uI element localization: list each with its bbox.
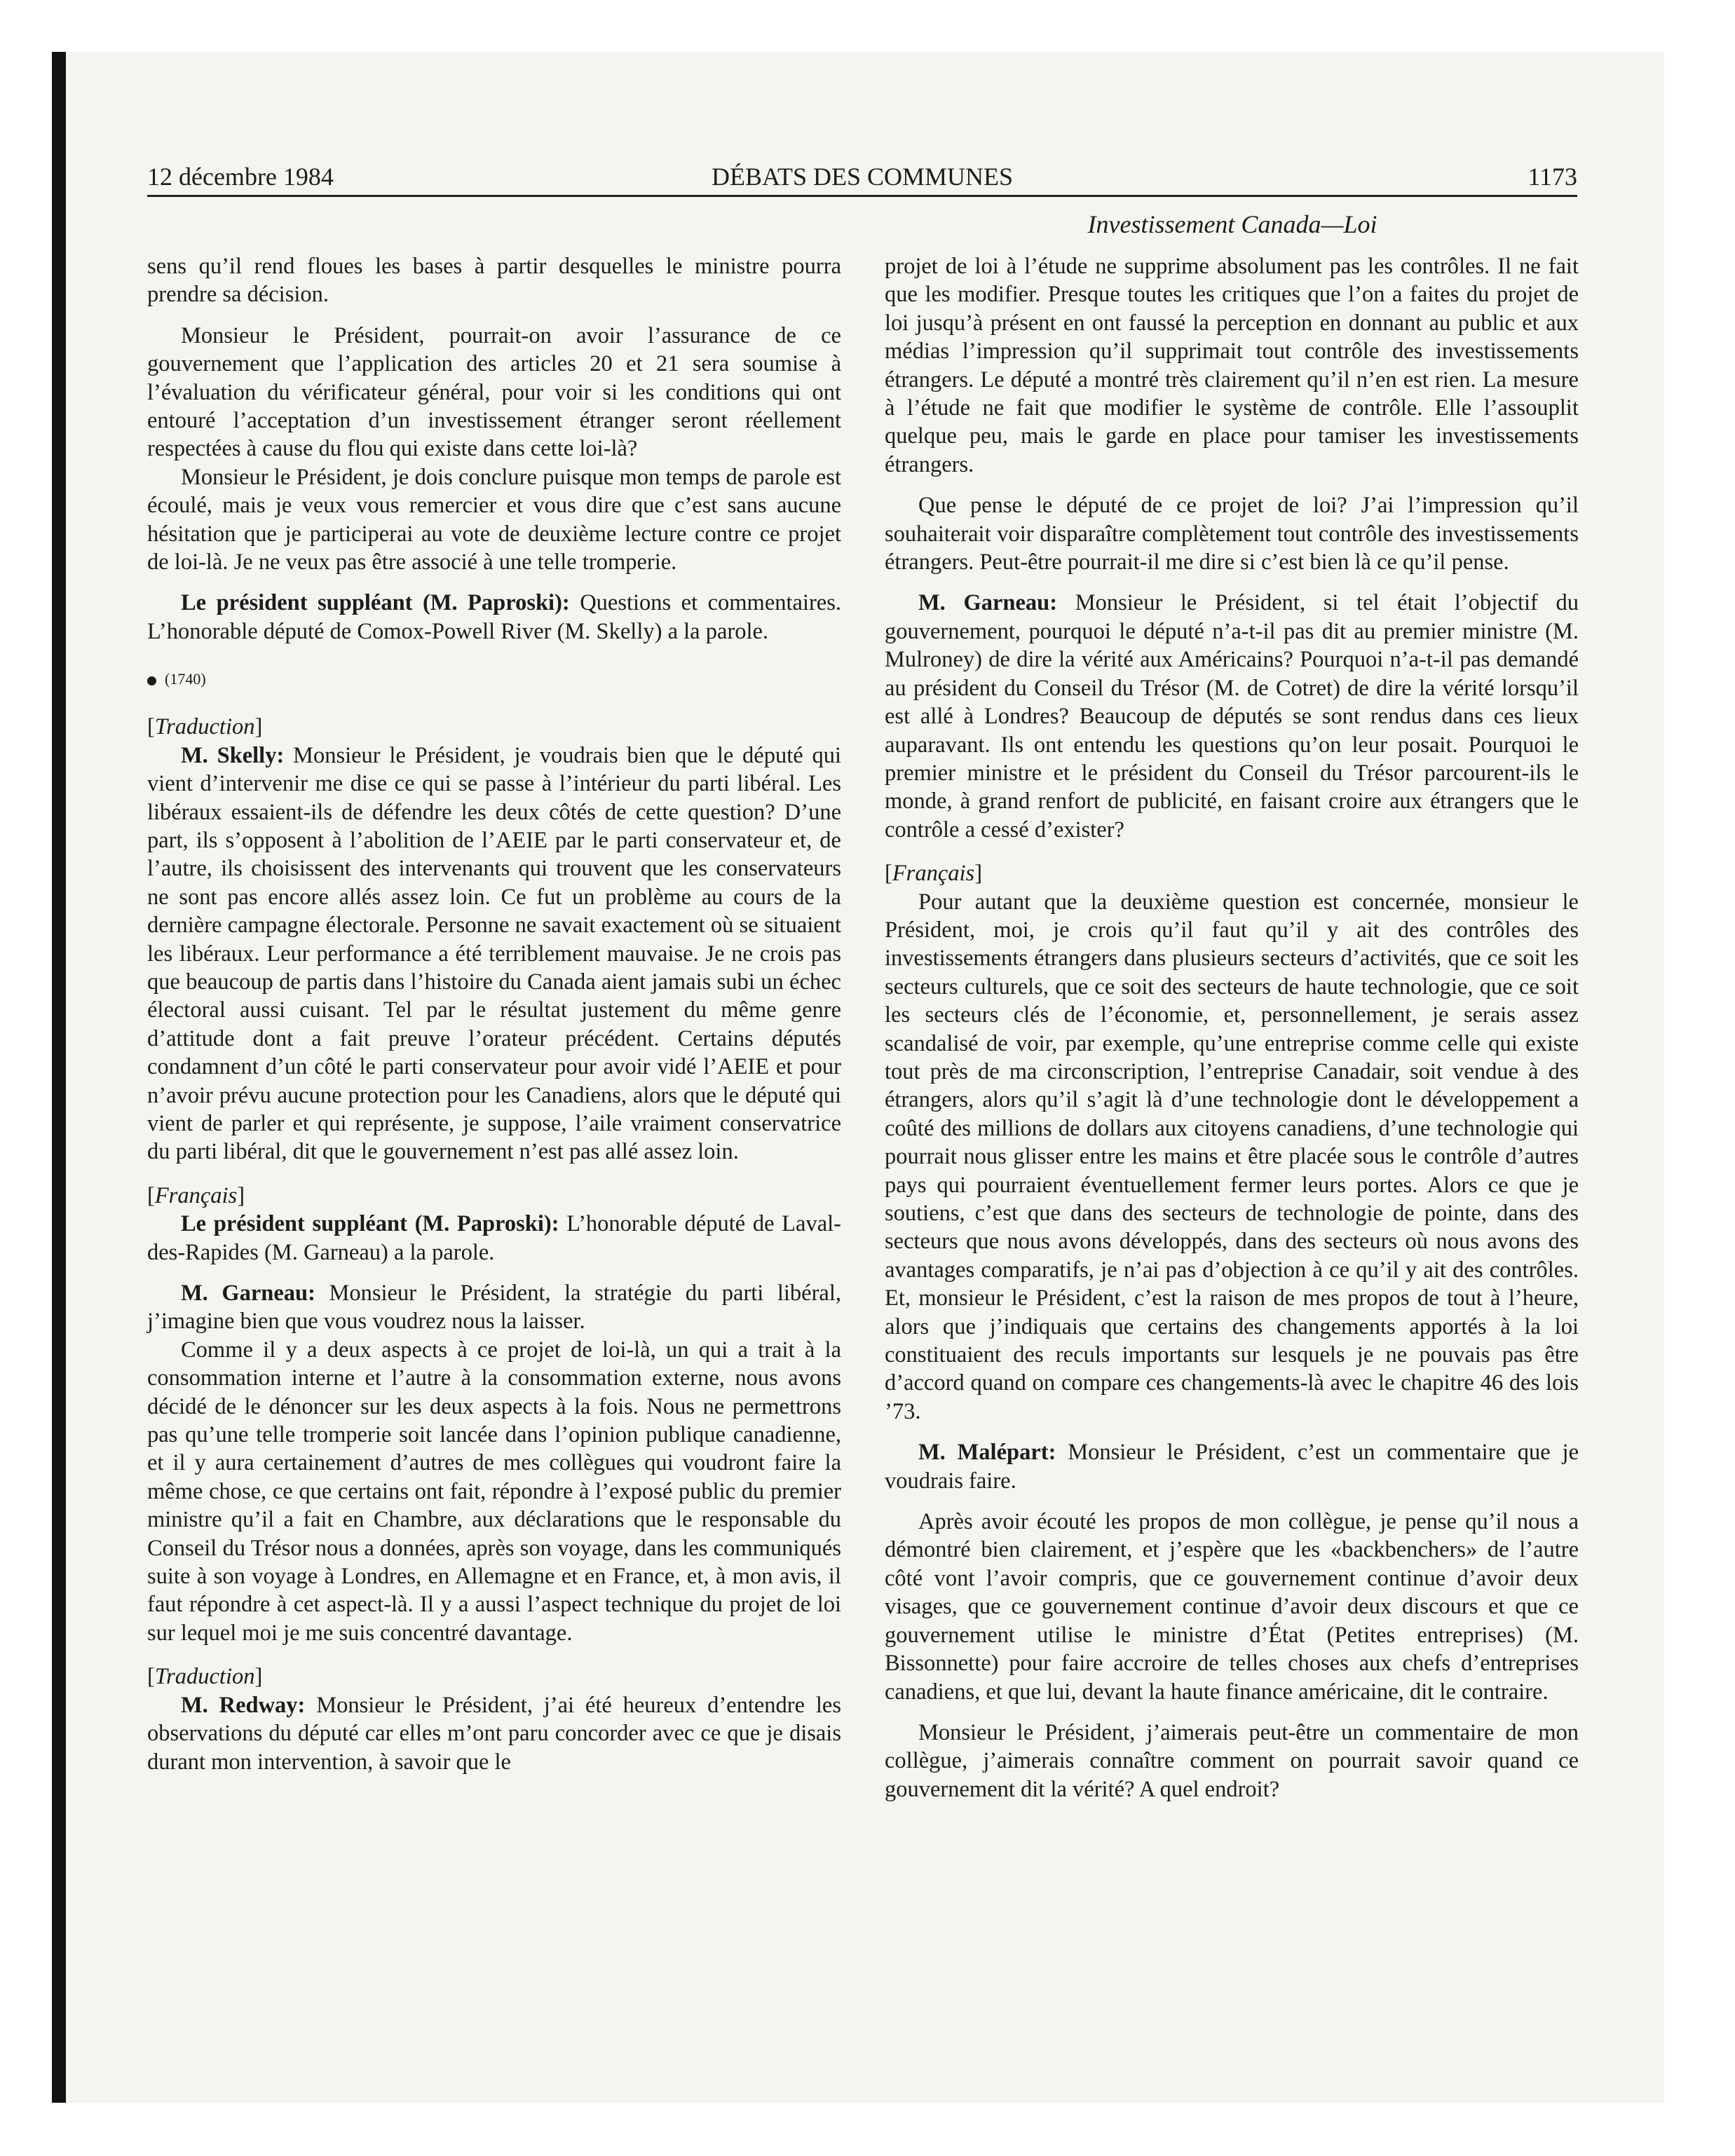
language-tag: [Traduction] [147,1664,263,1690]
speaker-name: M. Redway: [181,1692,306,1718]
speaker-name: M. Garneau: [181,1281,315,1306]
speech-text: L’honorable député de Laval-des-Rapides (M. Garneau) a la parole. [147,1211,841,1265]
speech-paragraph [147,742,841,1166]
speech-text: Monsieur le Président, je voudrais bien que le député qui vient d’intervenir me dise ce qui se passe à l’intérieur du parti libéral. Les libéraux essaient-ils de défendre les deux côtés de cette question? D’une part, ils s’opposent à l’abolition de l’AEIE par le parti conservateur et, de l’autre, ils choisissent des intervenants qui trouvent que les conservateurs ne sont pas encore allés assez loin. Ce fut un problème au cours de la dernière campagne électorale. Personne ne savait exactement où se situaient les libéraux. Leur performance a été terriblement mauvaise. Je ne crois pas que beaucoup de partis dans l’histoire du Canada aient jamais subi un échec électoral aussi cuisant. Tel par le résultat justement du même genre d’attitude dont a fait preuve l’orateur précédent. Certains députés condamnent d’un côté le parti conservateur pour avoir vidé l’AEIE et pour n’avoir prévu aucune protection pour les Canadiens, alors que le député qui vient de parler et qui représente, je suppose, l’aile vraiment conservatrice du parti libéral, dit que le gouvernement n’est pas allé assez loin. [147,742,841,1165]
language-tag-label: Traduction [154,1664,255,1690]
paragraph: Monsieur le Président, je dois conclure puisque mon temps de parole est écoulé, mais je veux vous remercier et vous dire que c’est sans aucune hésitation que je participerai au vote de deuxième lecture contre ce projet de loi-là. Je ne veux pas être associé à une telle tromperie. [147,464,841,575]
speech-paragraph [885,589,1579,844]
header-page-number: 1173 [1528,163,1577,191]
time-marker [147,669,841,689]
language-tag: [Traduction] [147,714,263,740]
speaker-name: Le président suppléant (M. Paproski): [181,590,570,616]
speech-text: Questions et commentaires. L’honorable député de Comox-Powell River (M. Skelly) a la parole. [147,590,841,644]
scan-border [52,52,66,2103]
right-column [885,252,1579,1803]
language-tag: [Français] [147,1182,245,1208]
header-rule [147,195,1577,197]
time-stamp: (1740) [165,670,206,688]
speech-paragraph [147,589,841,646]
speech-paragraph [147,1279,841,1336]
speaker-name: M. Skelly: [181,742,285,768]
speech-text: Monsieur le Président, c’est un commentaire que je voudrais faire. [885,1440,1579,1494]
paragraph: sens qu’il rend floues les bases à partir desquelles le ministre pourra prendre sa décision. [147,254,841,308]
language-tag-label: Français [892,861,975,887]
speech-text: Monsieur le Président, si tel était l’objectif du gouvernement, pourquoi le député n’a-t-il pas dit au premier ministre (M. Mulroney) de dire la vérité aux Américains? Pourquoi n’a-t-il pas demandé au président du Conseil du Trésor (M. de Cotret) de dire la vérité lorsqu’il est allé à Londres? Beaucoup de députés se sont rendus dans ces lieux auparavant. Ils ont entendu les questions qu’on leur posait. Pourquoi le premier ministre et le président du Conseil du Trésor parcourent-ils le monde, à grand renfort de publicité, en faisant croire aux étrangers que le contrôle a cessé d’exister? [885,590,1579,842]
header-date: 12 décembre 1984 [147,163,334,191]
speech-text: Monsieur le Président, j’ai été heureux d’entendre les observations du député car elles m’ont paru concorder avec ce que je disais durant mon intervention, à savoir que le [147,1692,841,1775]
language-tag-label: Traduction [154,714,255,740]
running-head [147,160,1577,193]
paragraph: Monsieur le Président, pourrait-on avoir l’assurance de ce gouvernement que l’application des articles 20 et 21 sera soumise à l’évaluation du vérificateur général, pour voir si les conditions qui ont entouré l’acceptation d’un investissement étranger seront réellement respectées à cause du flou qui existe dans cette loi-là? [147,322,841,462]
language-tag: [Français] [885,861,983,887]
section-title: Investissement Canada—Loi [1087,210,1377,238]
speaker-name: Le président suppléant (M. Paproski): [181,1211,559,1237]
paragraph: Comme il y a deux aspects à ce projet de loi-là, un qui a trait à la consommation interne et l’autre à la consommation externe, nous avons décidé de le dénoncer sur les deux aspects à la fois. Nous ne permettrons pas qu’une telle tromperie soit lancée dans l’opinion publique canadienne, et il y aura certainement d’autres de mes collègues qui voudront faire la même chose, ce que certains ont fait, répondre à l’exposé public du premier ministre qu’il a fait en Chambre, aux déclarations que le responsable du Conseil du Trésor nous a données, après son voyage, dans les communiqués suite à son voyage à Londres, en Allemagne et en France, et, à mon avis, il faut répondre à cet aspect-là. Il y a aussi l’aspect technique du projet de loi sur lequel moi je me suis concentré davantage. [147,1337,841,1646]
language-tag-label: Français [154,1182,238,1208]
speech-paragraph [885,1438,1579,1495]
speech-paragraph [147,1210,841,1267]
speaker-name: M. Garneau: [918,590,1058,616]
paragraph: Que pense le député de ce projet de loi? J’ai l’impression qu’il souhaiterait voir disparaître complètement tout contrôle des investissements étrangers. Peut-être pourrait-il me dire si c’est bien là ce qu’il pense. [885,493,1579,575]
paragraph: Après avoir écouté les propos de mon collègue, je pense qu’il nous a démontré bien clairement, et j’espère que les «backbenchers» de l’autre côté vont l’avoir compris, que ce gouvernement continue d’avoir deux visages, que ce gouvernement continue d’avoir deux discours et que ce gouvernement utilise le ministre d’État (Petites entreprises) (M. Bissonnette) pour faire accroire de telles choses aux chefs d’entreprises canadiens, et que lui, devant la haute finance américaine, dit le contraire. [885,1509,1579,1705]
speech-text: Monsieur le Président, la stratégie du parti libéral, j’imagine bien que vous voudrez nous la laisser. [147,1281,841,1335]
bullet-icon [147,676,156,685]
speaker-name: M. Malépart: [918,1440,1056,1466]
paragraph: Monsieur le Président, j’aimerais peut-être un commentaire de mon collègue, j’aimerais connaître comment on pourrait savoir quand ce gouvernement dit la vérité? A quel endroit? [885,1719,1579,1802]
left-column [147,252,841,1776]
paragraph: projet de loi à l’étude ne supprime absolument pas les contrôles. Il ne fait que les modifier. Presque toutes les critiques que l’on a faites du projet de loi jusqu’à présent en ont faussé la perception en donnant au public et aux médias l’impression qu’il supprimait tout contrôle des investissements étrangers. Le député a montré très clairement qu’il n’en est rien. La mesure à l’étude ne fait que modifier le système de contrôle. Elle l’assouplit quelque peu, mais le garde en place pour tamiser les investissements étrangers. [885,254,1579,477]
paragraph: Pour autant que la deuxième question est concernée, monsieur le Président, moi, je crois qu’il faut qu’il y ait des contrôles des investissements étrangers dans plusieurs secteurs d’activités, que ce soit les secteurs culturels, que ce soit des secteurs de haute technologie, que ce soit les secteurs clés de l’économie, et, personnellement, je serais assez scandalisé de voir, par exemple, qu’une entreprise comme celle qui existe tout près de ma circonscription, l’entreprise Canadair, soit vendue à des étrangers, alors qu’il s’agit là d’une technologie dont le développement a coûté des millions de dollars aux citoyens canadiens, d’une technologie qui pourrait nous glisser entre les mains et être placée sous le contrôle d’autres pays qui pourraient éventuellement fermer leurs portes. Alors ce que je soutiens, c’est que dans des secteurs de technologie de pointe, dans des secteurs que nous avons développés, dans des secteurs où nous avons des avantages comparatifs, je n’ai pas d’objection à ce qu’il y ait des contrôles. Et, monsieur le Président, c’est la raison de mes propos de tout à l’heure, alors que j’indiquais que certains des changements apportés à la loi constituaient des reculs importants sur lesquels je ne pouvais pas être d’accord quand on compare ces changements-là avec le chapitre 46 des lois ’73. [885,889,1579,1424]
speech-paragraph [147,1691,841,1776]
header-publication: DÉBATS DES COMMUNES [711,163,1014,191]
